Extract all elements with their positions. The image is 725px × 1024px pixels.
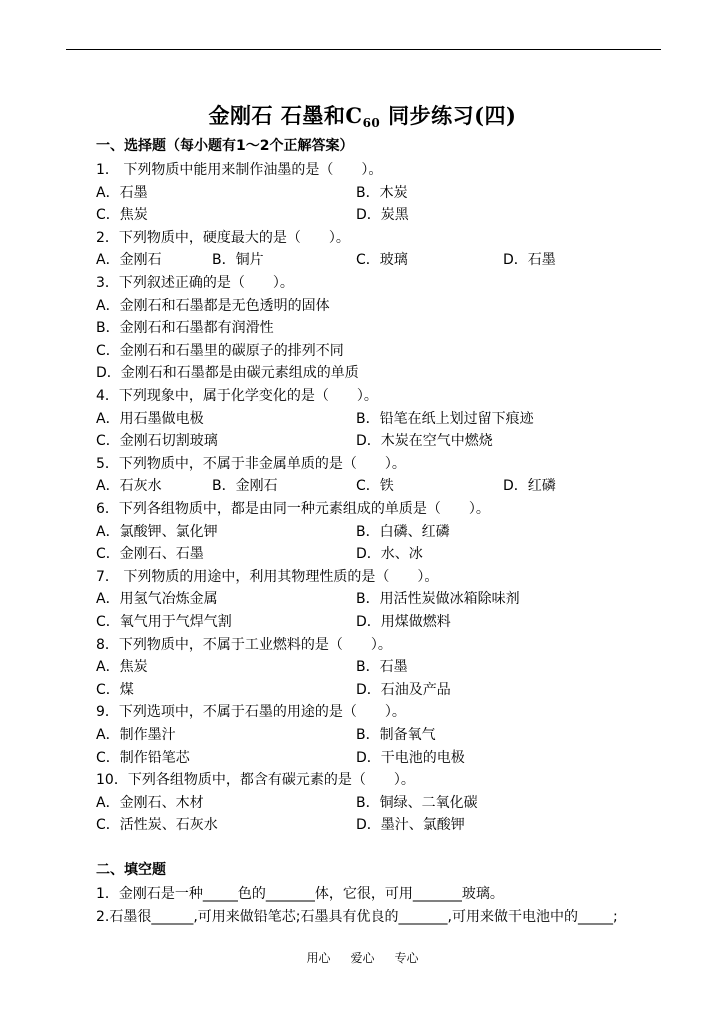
fill-item: 1．金刚石是一种_____色的_______体，它很，可用_______玻璃。 [96,886,504,902]
answer-option: B．用活性炭做冰箱除味剂 [356,591,520,608]
answer-option: D．水、冰 [356,546,423,563]
answer-option: D．红磷 [503,478,556,495]
title-main: 金刚石 石墨和C [208,103,363,128]
answer-option: B．铜绿、二氧化碳 [356,794,478,811]
page-footer [0,949,725,966]
answer-option: D．干电池的电极 [356,749,465,766]
answer-option: B．铜片 [212,252,264,269]
answer-option: A．石灰水 [96,478,162,495]
footer-text: 用心 [306,951,331,965]
page-title [0,100,725,130]
answer-option: D．石油及产品 [356,681,451,698]
answer-option: A．金刚石和石墨都是无色透明的固体 [96,297,330,314]
answer-option: A．用石墨做电极 [96,410,204,427]
answer-option: C．金刚石、石墨 [96,546,204,563]
question-stem: 4．下列现象中，属于化学变化的是（ ）。 [96,388,378,404]
question-stem: 1． 下列物质中能用来制作油墨的是（ ）。 [96,162,383,178]
question-stem: 5．下列物质中，不属于非金属单质的是（ ）。 [96,455,406,472]
answer-option: D．金刚石和石墨都是由碳元素组成的单质 [96,365,359,382]
header-rule [66,49,661,50]
answer-option: A．金刚石、木材 [96,794,204,811]
answer-option: D．石墨 [503,252,556,269]
answer-option: C．活性炭、石灰水 [96,817,218,834]
answer-option: C．金刚石和石墨里的碳原子的排列不同 [96,342,344,359]
question-stem: 8．下列物质中，不属于工业燃料的是（ ）。 [96,636,392,653]
answer-option: D．炭黑 [356,207,409,224]
answer-option: C．金刚石切割玻璃 [96,433,218,450]
question-stem: 7． 下列物质的用途中，利用其物理性质的是（ ）。 [96,568,439,585]
section-heading-choice: 一、选择题（每小题有1～2个正解答案） [96,138,354,154]
answer-option: A．氯酸钾、氯化钾 [96,523,218,540]
answer-option: C．制作铅笔芯 [96,749,190,766]
answer-option: B．金刚石 [212,478,278,495]
question-stem: 2．下列物质中，硬度最大的是（ ）。 [96,229,350,246]
answer-option: A．制作墨汁 [96,727,176,743]
answer-option: B．石墨 [356,659,408,676]
footer-text: 爱心 [350,951,375,965]
answer-option: D．墨汁、氯酸钾 [356,817,465,834]
answer-option: B．制备氧气 [356,727,436,743]
answer-option: A．金刚石 [96,252,162,269]
footer-text: 专心 [394,951,419,965]
question-stem: 3．下列叙述正确的是（ ）。 [96,275,294,291]
title-subscript: 60 [362,116,381,130]
answer-option: C．煤 [96,681,134,698]
answer-option: A．石墨 [96,184,148,201]
answer-option: C．焦炭 [96,207,148,224]
answer-option: B．铅笔在纸上划过留下痕迹 [356,410,534,427]
question-stem: 9．下列选项中，不属于石墨的用途的是（ ）。 [96,704,406,721]
question-stem: 6．下列各组物质中，都是由同一种元素组成的单质是（ ）。 [96,501,490,517]
answer-option: B．白磷、红磷 [356,523,450,540]
answer-option: B．金刚石和石墨都有润滑性 [96,320,274,337]
answer-option: B．木炭 [356,184,408,201]
title-tail: 同步练习(四) [388,103,517,128]
answer-option: C．玻璃 [356,252,408,269]
answer-option: D．木炭在空气中燃烧 [356,433,493,450]
section-heading-fill: 二、填空题 [96,862,166,878]
fill-item: 2.石墨很______,可用来做铅笔芯;石墨具有优良的_______,可用来做干电池中的_____; [96,909,618,925]
answer-option: A．焦炭 [96,659,148,676]
question-stem: 10．下列各组物质中，都含有碳元素的是（ ）。 [96,772,415,789]
answer-option: C．铁 [356,478,394,495]
answer-option: D．用煤做燃料 [356,614,451,630]
answer-option: C．氧气用于气焊气割 [96,614,232,630]
answer-option: A．用氢气冶炼金属 [96,591,218,608]
